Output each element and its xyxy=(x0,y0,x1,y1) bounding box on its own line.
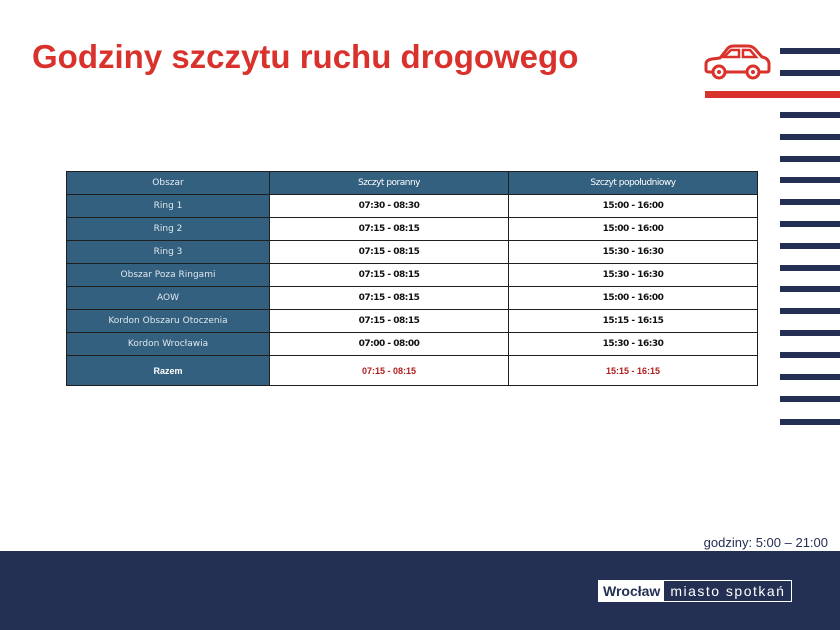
afternoon-cell: 15:00 - 16:00 xyxy=(509,218,758,241)
page-title: Godziny szczytu ruchu drogowego xyxy=(32,38,579,75)
table-row xyxy=(67,264,758,287)
area-cell: Ring 1 xyxy=(67,195,270,218)
area-cell: AOW xyxy=(67,287,270,310)
morning-cell: 07:15 - 08:15 xyxy=(270,264,509,287)
hours-note: godziny: 5:00 – 21:00 xyxy=(703,535,828,550)
car-icon xyxy=(700,40,772,84)
morning-cell: 07:15 - 08:15 xyxy=(270,310,509,333)
morning-cell: 07:30 - 08:30 xyxy=(270,195,509,218)
table-total-row xyxy=(67,356,758,386)
area-cell: Ring 3 xyxy=(67,241,270,264)
area-cell: Obszar Poza Ringami xyxy=(67,264,270,287)
afternoon-cell: 15:00 - 16:00 xyxy=(509,195,758,218)
table-row xyxy=(67,218,758,241)
afternoon-cell: 15:30 - 16:30 xyxy=(509,333,758,356)
area-cell: Ring 2 xyxy=(67,218,270,241)
afternoon-cell: 15:15 - 16:15 xyxy=(509,310,758,333)
header-afternoon: Szczyt popołudniowy xyxy=(509,172,758,195)
table-row xyxy=(67,287,758,310)
table-row xyxy=(67,333,758,356)
logo-city-name: Wrocław xyxy=(599,581,664,601)
morning-cell: 07:15 - 08:15 xyxy=(270,241,509,264)
total-label: Razem xyxy=(67,356,270,386)
area-cell: Kordon Wrocławia xyxy=(67,333,270,356)
total-afternoon: 15:15 - 16:15 xyxy=(509,356,758,386)
header-area: Obszar xyxy=(67,172,270,195)
area-cell: Kordon Obszaru Otoczenia xyxy=(67,310,270,333)
afternoon-cell: 15:00 - 16:00 xyxy=(509,287,758,310)
total-morning: 07:15 - 08:15 xyxy=(270,356,509,386)
morning-cell: 07:15 - 08:15 xyxy=(270,218,509,241)
table-row xyxy=(67,195,758,218)
table-header-row xyxy=(67,172,758,195)
morning-cell: 07:15 - 08:15 xyxy=(270,287,509,310)
decorative-stripes xyxy=(780,48,840,433)
header-morning: Szczyt poranny xyxy=(270,172,509,195)
city-logo xyxy=(598,580,792,602)
peak-hours-table xyxy=(66,171,758,386)
table-row xyxy=(67,310,758,333)
morning-cell: 07:00 - 08:00 xyxy=(270,333,509,356)
afternoon-cell: 15:30 - 16:30 xyxy=(509,241,758,264)
afternoon-cell: 15:30 - 16:30 xyxy=(509,264,758,287)
logo-slogan: miasto spotkań xyxy=(670,583,786,599)
table-row xyxy=(67,241,758,264)
